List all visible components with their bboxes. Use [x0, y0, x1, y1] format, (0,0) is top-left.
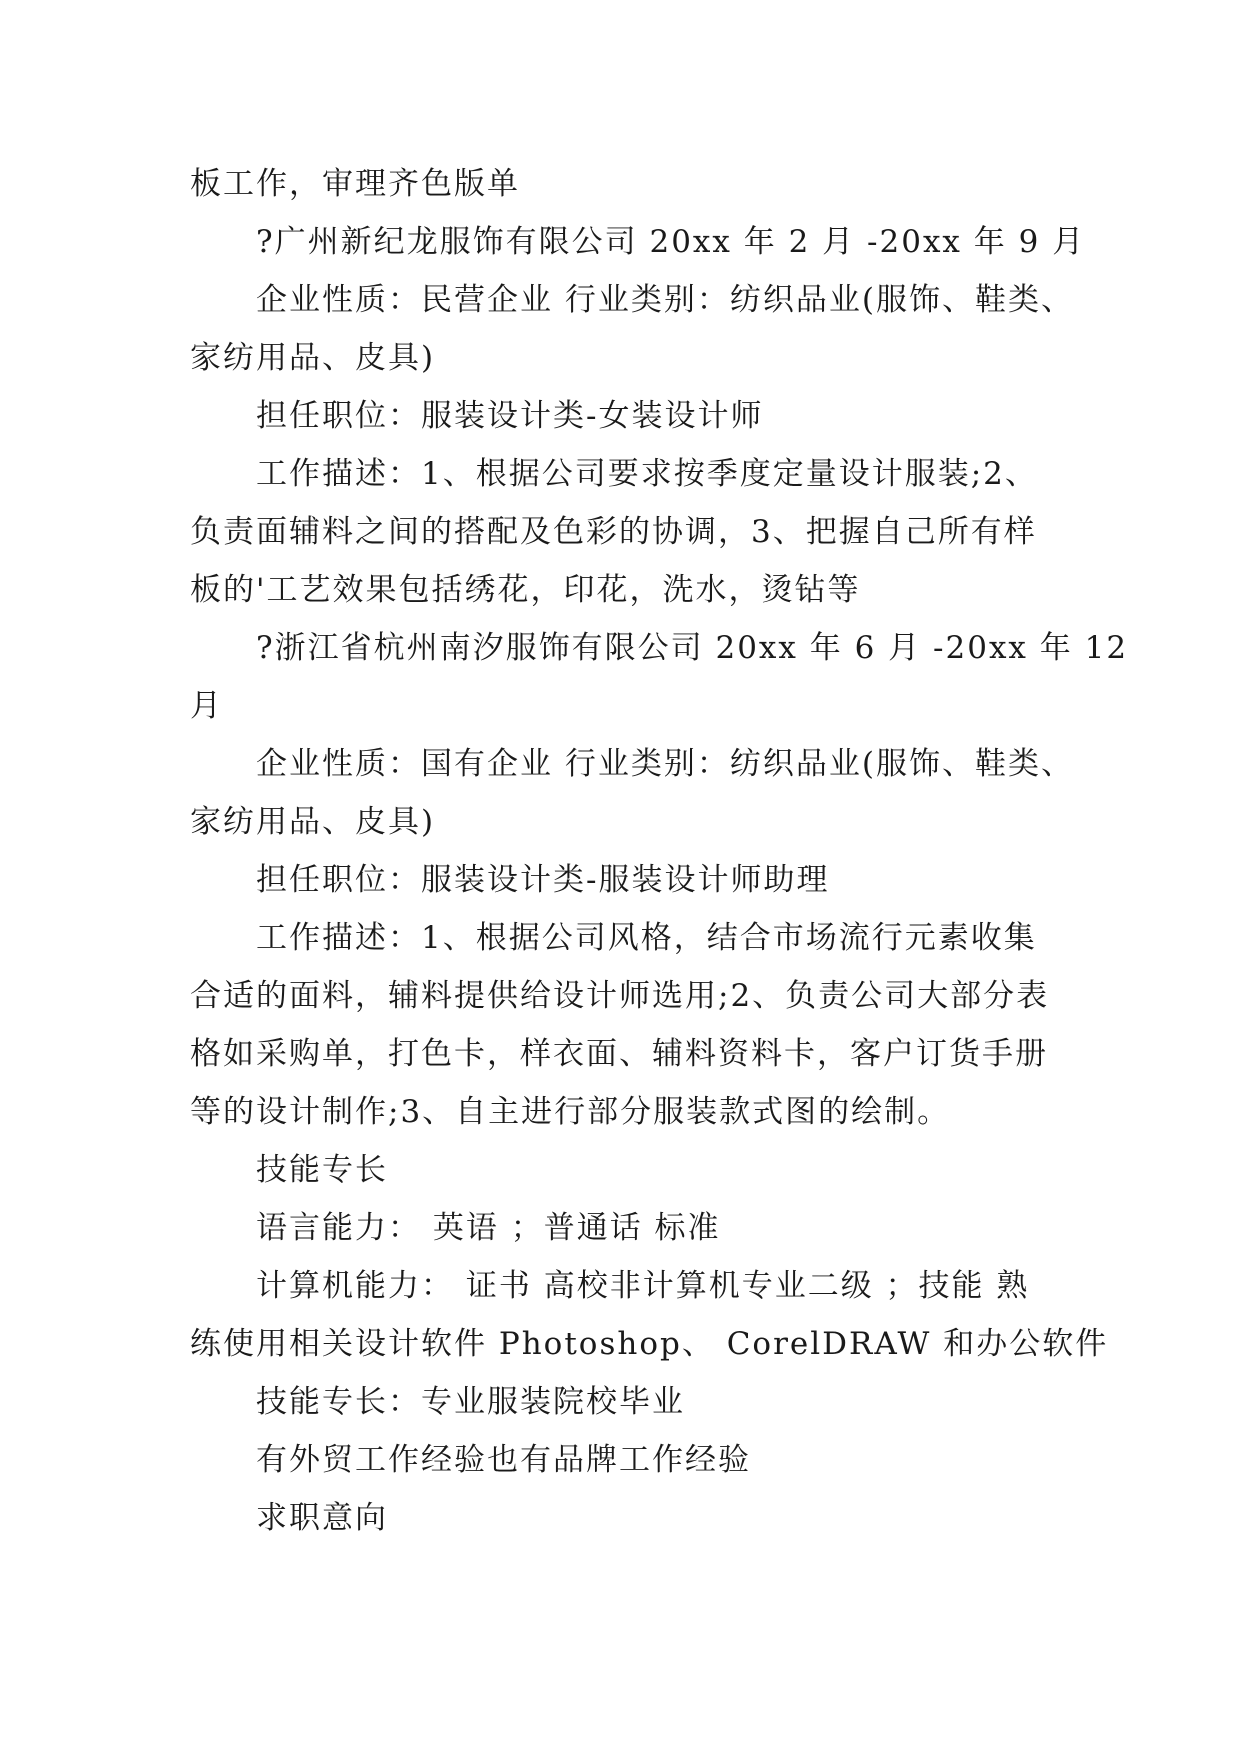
text-line: ?浙江省杭州南汐服饰有限公司 20xx 年 6 月 -20xx 年 12: [256, 630, 1129, 666]
text-line: 工作描述：1、根据公司要求按季度定量设计服装;2、: [256, 456, 1038, 492]
document-body: [190, 155, 1129, 1547]
text-line: 企业性质：民营企业 行业类别：纺织品业(服饰、鞋类、: [256, 282, 1074, 318]
text-line: 月: [190, 688, 223, 724]
text-line: 家纺用品、皮具): [190, 804, 436, 840]
text-line: 计算机能力： 证书 高校非计算机专业二级 ；技能 熟: [256, 1268, 1030, 1304]
text-line: 等的设计制作;3、自主进行部分服装款式图的绘制。: [190, 1094, 951, 1130]
text-line: ?广州新纪龙服饰有限公司 20xx 年 2 月 -20xx 年 9 月: [256, 224, 1086, 260]
text-line: 合适的面料，辅料提供给设计师选用;2、负责公司大部分表: [190, 978, 1050, 1014]
section-heading: 技能专长: [256, 1152, 388, 1188]
section-heading: 求职意向: [256, 1500, 388, 1536]
text-line: 企业性质：国有企业 行业类别：纺织品业(服饰、鞋类、: [256, 746, 1074, 782]
text-line: 技能专长：专业服装院校毕业: [256, 1384, 685, 1420]
text-line: 负责面辅料之间的搭配及色彩的协调，3、把握自己所有样: [190, 514, 1037, 550]
text-line: 格如采购单，打色卡，样衣面、辅料资料卡，客户订货手册: [190, 1036, 1048, 1072]
text-line: 工作描述：1、根据公司风格，结合市场流行元素收集: [256, 920, 1037, 956]
text-line: 语言能力： 英语 ；普通话 标准: [256, 1210, 721, 1246]
text-line: 家纺用品、皮具): [190, 340, 436, 376]
text-line: 担任职位：服装设计类-服装设计师助理: [256, 862, 830, 898]
text-line: 板的'工艺效果包括绣花，印花，洗水，烫钻等: [190, 572, 861, 608]
text-line: 担任职位：服装设计类-女装设计师: [256, 398, 764, 434]
text-line: 板工作，审理齐色版单: [190, 166, 520, 202]
text-line: 有外贸工作经验也有品牌工作经验: [256, 1442, 751, 1478]
text-line: 练使用相关设计软件 Photoshop、 CorelDRAW 和办公软件: [190, 1326, 1109, 1362]
